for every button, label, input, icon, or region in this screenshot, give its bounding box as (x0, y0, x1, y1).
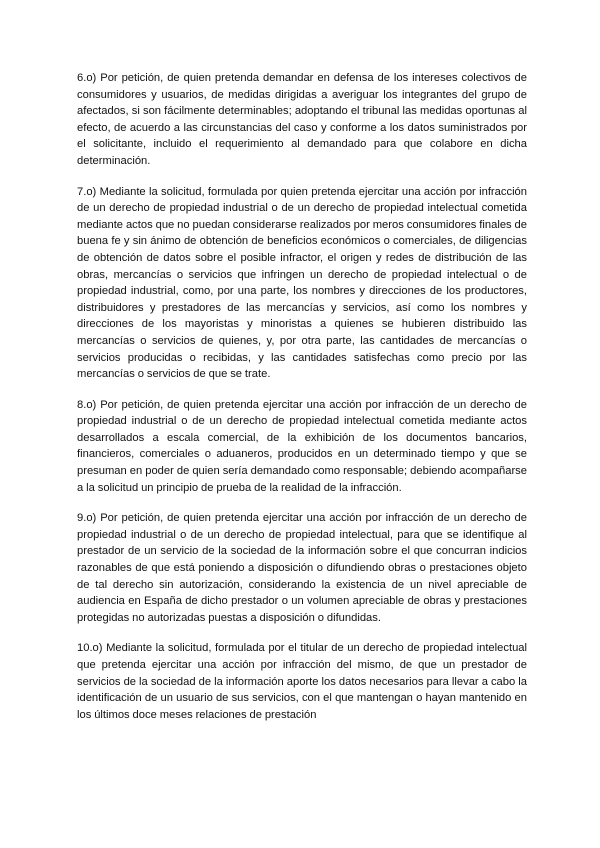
document-body (77, 70, 527, 723)
paragraph-item-10: 10.o) Mediante la solicitud, formulada por el titular de un derecho de propiedad intelectual que pretenda ejercitar una acción por infracción del mismo, de que un prestador de servicios de la sociedad de la información aporte los datos necesarios para llevar a cabo la identificación de un usuario de sus servicios, con el que mantengan o hayan mantenido en los últimos doce meses relaciones de prestación (77, 642, 527, 721)
paragraph-item-9: 9.o) Por petición, de quien pretenda ejercitar una acción por infracción de un derecho de propiedad industrial o de un derecho de propiedad intelectual, para que se identifique al prestador de un servicio de la sociedad de la información sobre el que concurran indicios razonables de que está poniendo a disposición o difundiendo obras o prestaciones objeto de tal derecho sin autorización, considerando la existencia de un nivel apreciable de audiencia en España de dicho prestador o un volumen apreciable de obras y prestaciones protegidas no autorizadas puestas a disposición o difundidas. (77, 512, 527, 624)
paragraph-item-7: 7.o) Mediante la solicitud, formulada por quien pretenda ejercitar una acción por infracción de un derecho de propiedad industrial o de un derecho de propiedad intelectual cometida mediante actos que no puedan considerarse realizados por meros consumidores finales de buena fe y sin ánimo de obtención de beneficios económicos o comerciales, de diligencias de obtención de datos sobre el posible infractor, el origen y redes de distribución de las obras, mercancías o servicios que infringen un derecho de propiedad intelectual o de propiedad industrial, como, por una parte, los nombres y direcciones de los productores, distribuidores y prestadores de las mercancías y servicios, así como los nombres y direcciones de los mayoristas y minoristas a quienes se hubieren distribuido las mercancías o servicios de quienes, y, por otra parte, las cantidades de mercancías o servicios producidas o recibidas, y las cantidades satisfechas como precio por las mercancías o servicios de que se trate. (77, 185, 527, 381)
paragraph-item-8: 8.o) Por petición, de quien pretenda ejercitar una acción por infracción de un derecho de propiedad industrial o de un derecho de propiedad intelectual cometida mediante actos desarrollados a escala comercial, de la exhibición de los documentos bancarios, financieros, comerciales o aduaneros, producidos en un determinado tiempo y que se presuman en poder de quien sería demandado como responsable; debiendo acompañarse a la solicitud un principio de prueba de la realidad de la infracción. (77, 398, 527, 494)
paragraph-item-6: 6.o) Por petición, de quien pretenda demandar en defensa de los intereses colectivos de consumidores y usuarios, de medidas dirigidas a averiguar los integrantes del grupo de afectados, si son fácilmente determinables; adoptando el tribunal las medidas oportunas al efecto, de acuerdo a las circunstancias del caso y conforme a los datos suministrados por el solicitante, incluido el requerimiento al demandado para que colabore en dicha determinación. (77, 72, 527, 167)
